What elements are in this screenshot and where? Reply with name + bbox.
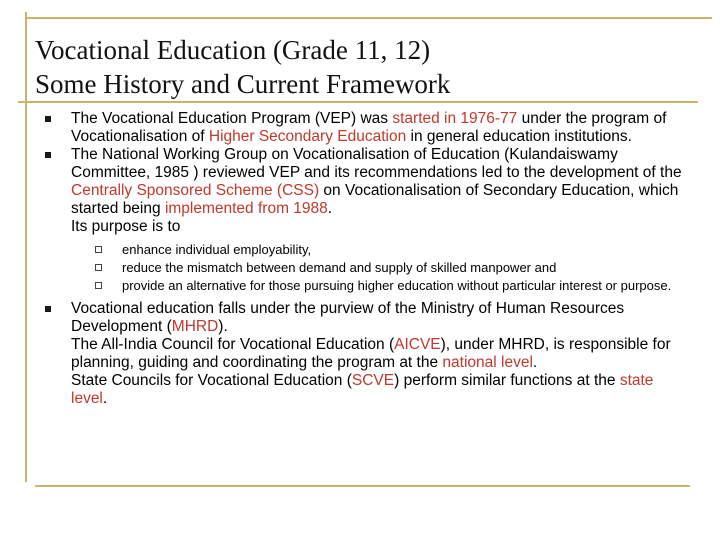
highlight-scve: SCVE bbox=[351, 372, 395, 389]
hollow-square-bullet-icon bbox=[95, 282, 102, 289]
bullet-item-vep-history: The Vocational Education Program (VEP) was started in 1976-77 under the program of Vocationalisation of Higher Secondary Education in general education institutions. bbox=[45, 110, 685, 146]
title-line-2: Some History and Current Framework bbox=[35, 69, 451, 99]
highlight-higher-secondary: Higher Secondary Education bbox=[208, 128, 407, 145]
slide-content bbox=[45, 110, 685, 408]
bullet-item-working-group: The National Working Group on Vocationalisation of Education (Kulandaiswamy Committee, 1985 ) reviewed VEP and its recommendations led to the development of the Centrally Sponsored Scheme (CSS) on Vocationalisation of Secondary Education, which started being implemented from 1988. Its purpose is to enhance individual employability, reduce the mismatch between demand and supply of skilled manpower and provide an alternative for those pursuing higher education without particular interest or purpose. bbox=[45, 146, 685, 294]
highlight-mhrd: MHRD bbox=[171, 318, 219, 335]
purpose-intro: Its purpose is to bbox=[71, 218, 181, 235]
hollow-square-bullet-icon bbox=[95, 264, 102, 271]
top-accent-line bbox=[27, 17, 712, 19]
bottom-accent-line bbox=[35, 485, 690, 487]
highlight-aicve: AICVE bbox=[394, 336, 441, 353]
highlight-national-level: national level bbox=[442, 354, 533, 371]
highlight-state-level: state level bbox=[71, 372, 654, 407]
bullet-item-governance: Vocational education falls under the purview of the Ministry of Human Resources Development (MHRD). The All-India Council for Vocational Education (AICVE), under MHRD, is responsible for planning, guiding and coordinating the program at the national level. State Councils for Vocational Education (SCVE) perform similar functions at the state level. bbox=[45, 300, 685, 408]
square-bullet-icon bbox=[45, 306, 51, 312]
hollow-square-bullet-icon bbox=[95, 246, 102, 253]
purpose-list bbox=[71, 242, 685, 294]
list-item: reduce the mismatch between demand and supply of skilled manpower and bbox=[71, 260, 685, 276]
title-line-1: Vocational Education (Grade 11, 12) bbox=[35, 35, 431, 65]
highlight-start-year: started in 1976-77 bbox=[392, 110, 518, 127]
highlight-implemented-1988: implemented from 1988 bbox=[164, 200, 328, 217]
square-bullet-icon bbox=[45, 152, 51, 158]
list-item: enhance individual employability, bbox=[71, 242, 685, 258]
highlight-css: Centrally Sponsored Scheme (CSS) bbox=[71, 182, 320, 199]
square-bullet-icon bbox=[45, 116, 51, 122]
title-underline bbox=[18, 101, 698, 103]
left-accent-line bbox=[25, 12, 27, 482]
list-item: provide an alternative for those pursuing higher education without particular interest or purpose. bbox=[71, 278, 685, 294]
slide-title bbox=[35, 33, 450, 101]
